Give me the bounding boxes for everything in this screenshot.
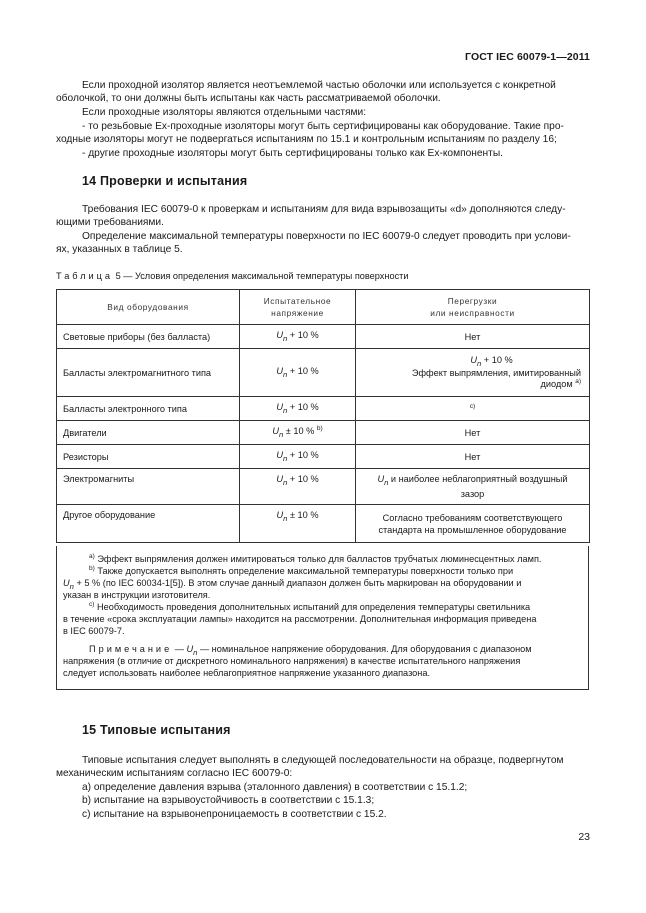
intro-paragraph-4 [82,147,589,160]
cell-equipment: Балласты электромагнитного типа [57,349,240,397]
table-header-equipment: Вид оборудования [57,290,240,325]
table-row [57,505,590,543]
list-item: а) определение давления взрыва (эталонного давления) в соответствии с 15.1.2; [82,782,468,793]
cell-equipment: Двигатели [57,421,240,445]
page-number: 23 [578,831,590,843]
cell-voltage: $U_n + 10$ % [240,349,356,397]
section-14-paragraph-2 [56,230,589,257]
cell-conditions [356,397,590,421]
intro-paragraph-1 [56,79,589,106]
cell-voltage: $U_n \pm 10$ % [240,505,356,543]
cell-conditions: Нет [356,325,590,349]
cell-conditions: Нет [356,421,590,445]
table-row [57,325,590,349]
cell-conditions: $U_n$ и наиболее неблагоприятный воздушный зазор [356,469,590,505]
s14-p2-line1: Определение максимальной температуры поверхности по IEC 60079-0 следует проводить при услови- [82,231,571,242]
table-caption [56,271,409,281]
table-row [57,349,590,397]
intro-p1-line1: Если проходной изолятор является неотъемлемой частью оболочки или используется с конкретной [82,80,556,91]
footnote-c: $^{с)}$ Необходимость проведения дополнительных испытаний для определения температуры светильника [89,600,531,612]
s15-p1-line1: Типовые испытания следует выполнять в следующей последовательности на образце, подвергнутом [82,755,564,766]
footnote-a: $^{а)}$ Эффект выпрямления должен имитироваться только для балластов трубчатых люминесцентных ламп. [89,552,542,564]
section-15-list [82,781,589,821]
s14-p1-line2: ющими требованиями. [56,217,164,229]
list-item: с) испытание на взрывонепроницаемость в соответствии с 15.2. [82,808,387,820]
cell-voltage: $U_n + 10$ % [240,445,356,469]
cell-voltage: $U_n + 10$ % [240,469,356,505]
cell-conditions: $U_n + 10$ % Эффект выпрямления, имитированный диодом $^{а)}$ [356,349,590,397]
table-remark-line3: следует использовать наиболее неблагоприятное напряжение указанного диапазона. [63,668,431,678]
cell-voltage: $U_n + 10$ % [240,325,356,349]
cell-equipment: Другое оборудование [57,505,240,543]
table-row [57,397,590,421]
footnote-c-line3: в IEC 60079-7. [63,626,125,636]
table-remark: Примечание — $U_n$ — номинальное напряжение оборудования. Для оборудования с диапазоном [89,644,532,657]
section-15-paragraph-1 [56,754,589,781]
footnote-b: $^{b)}$ Также допускается выполнять определение максимальной температуры поверхности только при [89,564,514,576]
cell-voltage: $U_n \pm 10$ % $^{b)}$ [240,421,356,445]
s15-p1-line2: механическим испытаниям согласно IEC 60079-0: [56,768,293,780]
footnote-b-line3: указан в инструкции изготовителя. [63,590,211,600]
intro-p3-line1: - то резьбовые Ex-проходные изоляторы могут быть сертифицированы как оборудование. Такие про- [82,121,564,132]
conditions-table [56,289,590,543]
s14-p2-line2: ях, указанных в таблице 5. [56,244,183,256]
footnote-c-mark: с) [469,402,476,410]
section-14-paragraph-1 [56,203,589,230]
table-remark-line2: напряжения (в отличие от дискретного номинального напряжения) в качестве испытательного напряжения [63,656,521,666]
table-footnotes [56,546,589,690]
cell-equipment: Резисторы [57,445,240,469]
cell-equipment: Электромагниты [57,469,240,505]
s14-p1-line1: Требования IEC 60079-0 к проверкам и испытаниям для вида взрывозащиты «d» дополняются следу- [82,204,566,215]
table-header-conditions: Перегрузки или неисправности [356,290,590,325]
list-item: b) испытание на взрывоустойчивость в соответствии с 15.1.3; [82,795,375,807]
intro-paragraph-3 [56,120,589,147]
table-row [57,421,590,445]
footnote-b-line2: $U_n + 5$ % (по IEC 60034-1[5]). В этом случае данный диапазон должен быть маркирован на оборудовании и [63,578,522,591]
section-15-heading: 15 Типовые испытания [82,723,231,737]
intro-p4-line: - другие проходные изоляторы могут быть сертифицированы только как Ex-компоненты. [82,148,503,159]
table-row [57,445,590,469]
footnote-c-line2: в течение «срока эксплуатации лампы» находится на рассмотрении. Дополнительная информация приведена [63,614,537,624]
cell-equipment: Балласты электронного типа [57,397,240,421]
document-header: ГОСТ IEC 60079-1—2011 [465,51,590,63]
table-caption-text: 5 — Условия определения максимальной температуры поверхности [115,271,409,281]
cell-conditions: Согласно требованиям соответствующего стандарта на промышленное оборудование [356,505,590,543]
table-header-voltage: Испытательное напряжение [240,290,356,325]
table-caption-word: Таблица [56,271,114,281]
table-header-row [57,290,590,325]
cell-conditions: Нет [356,445,590,469]
cell-equipment: Световые приборы (без балласта) [57,325,240,349]
intro-p2-line: Если проходные изоляторы являются отдельными частями: [82,107,367,118]
intro-paragraph-2 [82,106,589,119]
intro-p3-line2: ходные изоляторы могут не подвергаться испытаниям по 15.1 и контрольным испытаниям по разделу 16; [56,134,557,146]
intro-p1-line2: оболочкой, то они должны быть испытаны как часть рассматриваемой оболочки. [56,93,441,105]
section-14-heading: 14 Проверки и испытания [82,174,248,188]
table-row [57,469,590,505]
cell-voltage: $U_n + 10$ % [240,397,356,421]
